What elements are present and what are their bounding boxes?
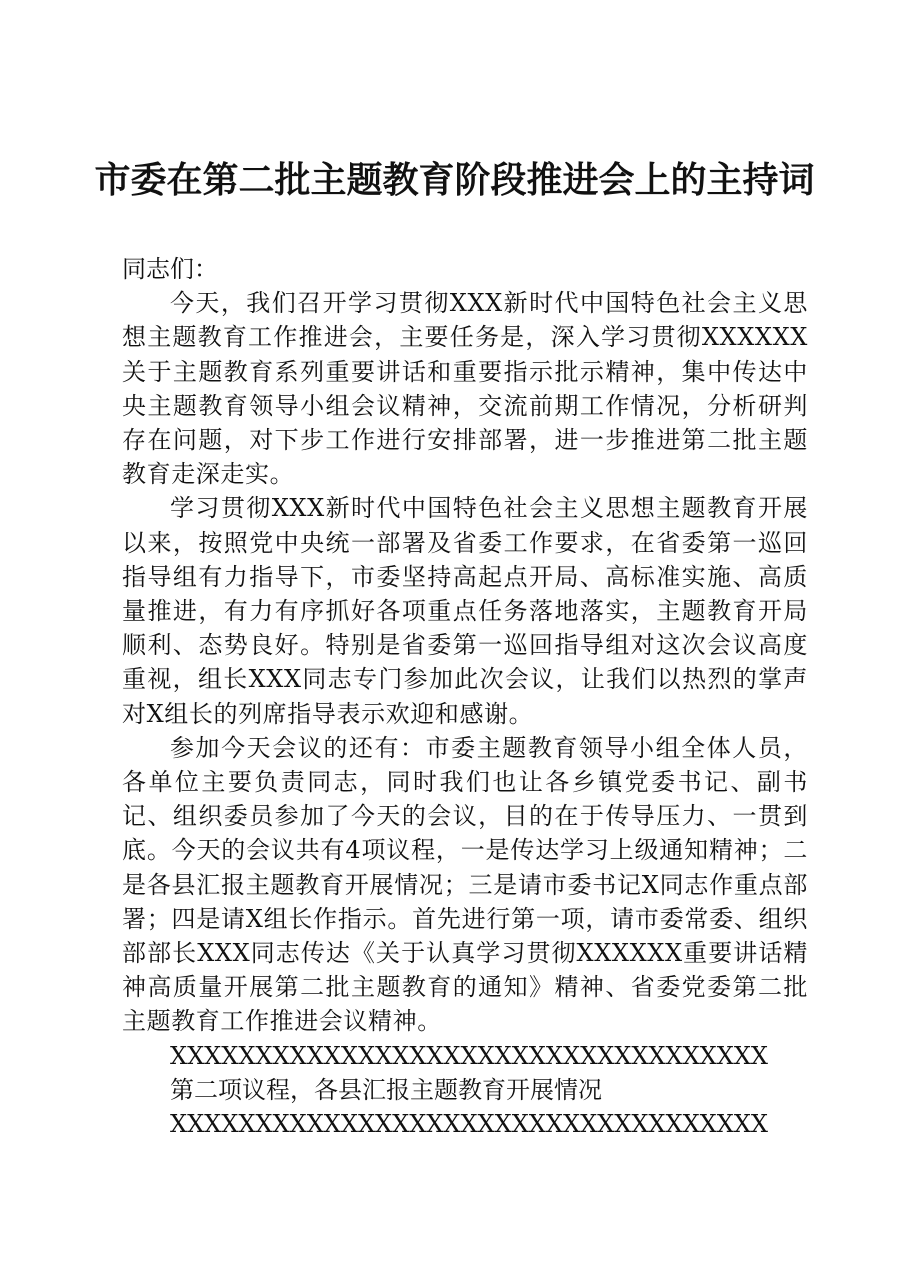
document-title: 市委在第二批主题教育阶段推进会上的主持词	[94, 159, 815, 201]
document-body	[122, 252, 808, 1141]
placeholder-line: XXXXXXXXXXXXXXXXXXXXXXXXXXXXXXXXXXX	[170, 1110, 769, 1139]
paragraph-background: 学习贯彻XXX新时代中国特色社会主义思想主题教育开展以来，按照党中央统一部署及省委工作要求，在省委第一巡回指导组有力指导下，市委坚持高起点开局、高标准实施、高质量推进，有力有序抓好各项重点任务落地落实，主题教育开局顺利、态势良好。特别是省委第一巡回指导组对这次会议高度重视，组长XXX同志专门参加此次会议，让我们以热烈的掌声对X组长的列席指导表示欢迎和感谢。	[122, 494, 808, 728]
salutation: 同志们：	[122, 255, 218, 283]
paragraph-agenda: 参加今天会议的还有：市委主题教育领导小组全体人员，各单位主要负责同志，同时我们也让各乡镇党委书记、副书记、组织委员参加了今天的会议，目的在于传导压力、一贯到底。今天的会议共有4项议程，一是传达学习上级通知精神；二是各县汇报主题教育开展情况；三是请市委书记X同志作重点部署；四是请X组长作指示。首先进行第一项，请市委常委、组织部部长XXX同志传达《关于认真学习贯彻XXXXXX重要讲话精神高质量开展第二批主题教育的通知》精神、省委党委第二批主题教育工作推进会议精神。	[122, 733, 808, 1036]
placeholder-line: XXXXXXXXXXXXXXXXXXXXXXXXXXXXXXXXXXX	[170, 1041, 769, 1070]
paragraph-opening: 今天，我们召开学习贯彻XXX新时代中国特色社会主义思想主题教育工作推进会，主要任务是，深入学习贯彻XXXXXX关于主题教育系列重要讲话和重要指示批示精神，集中传达中央主题教育领导小组会议精神，交流前期工作情况，分析研判存在问题，对下步工作进行安排部署，进一步推进第二批主题教育走深走实。	[122, 289, 808, 489]
agenda-item-2: 第二项议程，各县汇报主题教育开展情况	[170, 1075, 602, 1104]
